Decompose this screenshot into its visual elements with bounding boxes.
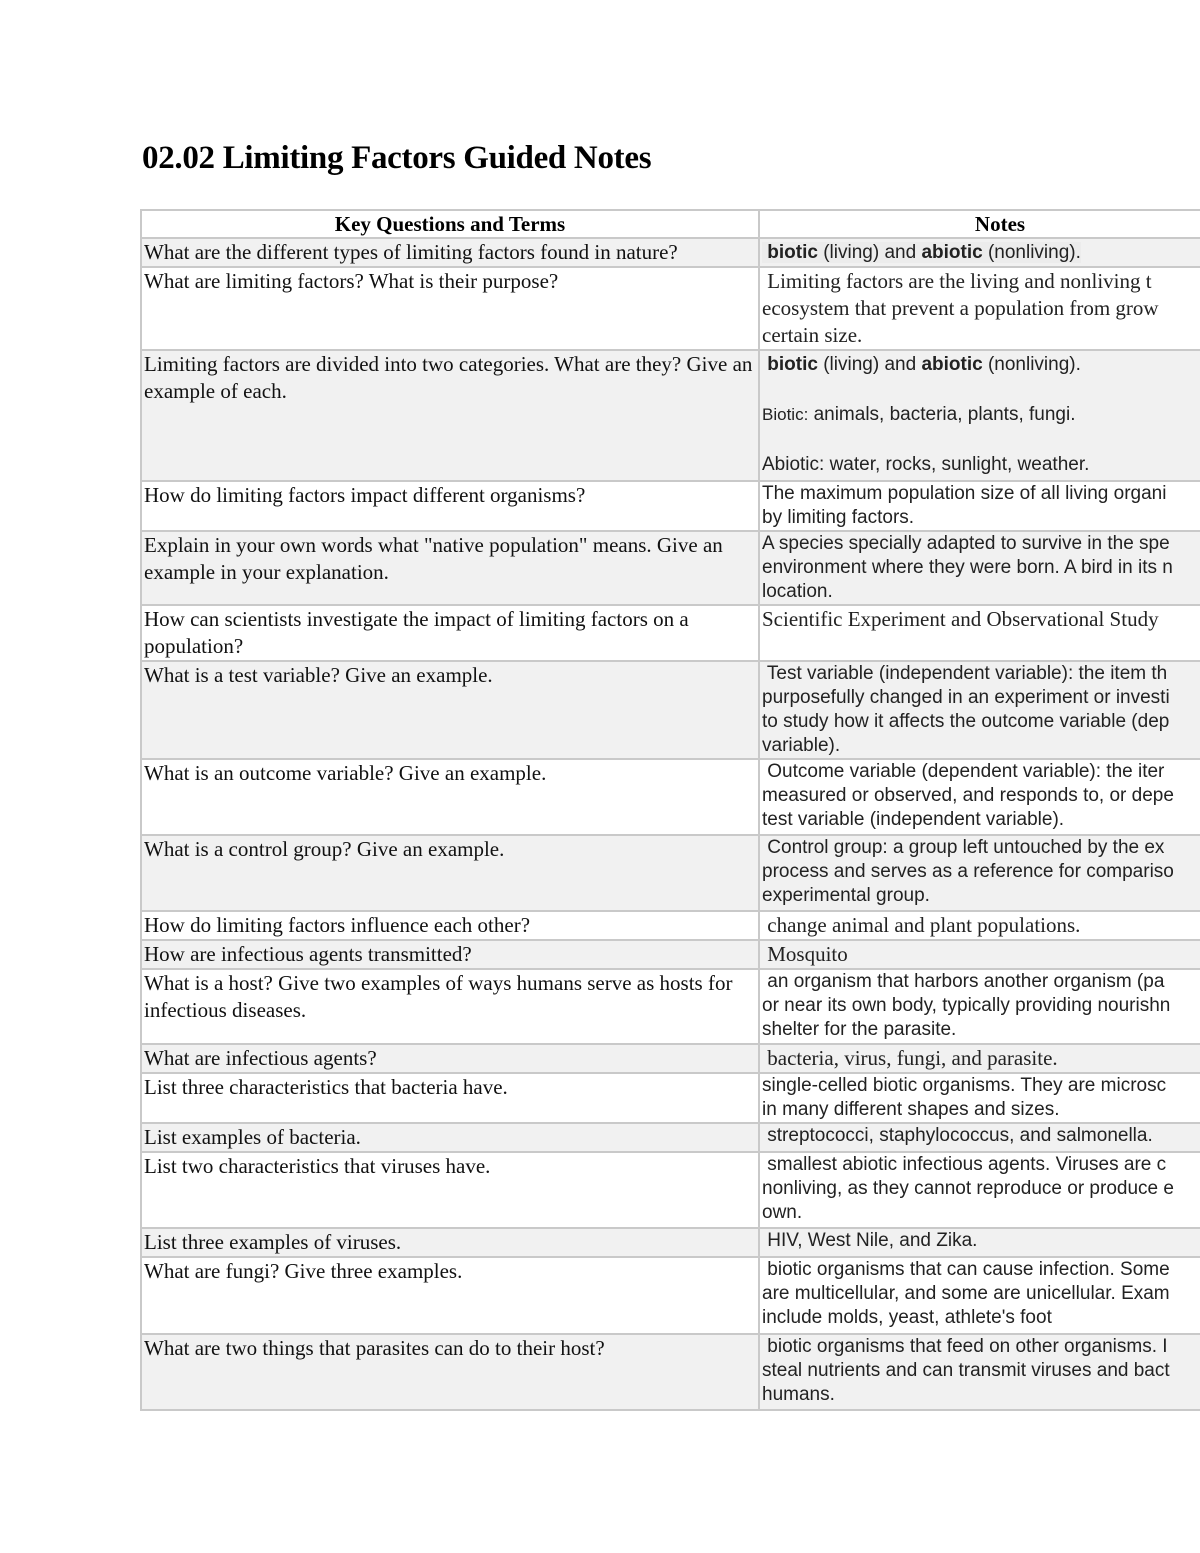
- question-line: What are infectious agents?: [144, 1046, 377, 1070]
- question-cell: [141, 531, 759, 605]
- notes-line: streptococci, staphylococcus, and salmonella.: [762, 1125, 1153, 1146]
- question-cell: [141, 1334, 759, 1410]
- notes-line: ecosystem that prevent a population from grow: [762, 296, 1159, 320]
- page-title: 02.02 Limiting Factors Guided Notes: [142, 140, 652, 176]
- notes-cell: [759, 1044, 1200, 1073]
- notes-cell: [759, 1334, 1200, 1410]
- question-line: How are infectious agents transmitted?: [144, 942, 472, 966]
- notes-line: HIV, West Nile, and Zika.: [762, 1230, 978, 1251]
- question-cell: [141, 238, 759, 267]
- table-row: [141, 350, 1200, 481]
- notes-line: nonliving, as they cannot reproduce or produce e: [762, 1178, 1174, 1199]
- question-cell: [141, 481, 759, 531]
- notes-cell: [759, 1228, 1200, 1257]
- notes-text: (nonliving).: [982, 354, 1081, 375]
- question-line: Limiting factors are divided into two categories. What are they?: [144, 352, 682, 376]
- notes-cell: [759, 238, 1200, 267]
- notes-cell: [759, 759, 1200, 835]
- question-line: What is a control group? Give an example.: [144, 837, 505, 861]
- notes-text: (living) and: [817, 354, 922, 375]
- table-row: [141, 911, 1200, 940]
- notes-line: humans.: [762, 1384, 835, 1405]
- table-row: [141, 759, 1200, 835]
- notes-line: shelter for the parasite.: [762, 1019, 957, 1040]
- table-row: [141, 1044, 1200, 1073]
- notes-cell: [759, 940, 1200, 969]
- question-line: List three examples of viruses.: [144, 1230, 402, 1254]
- notes-line: location.: [762, 581, 833, 602]
- notes-line: by limiting factors.: [762, 507, 915, 528]
- notes-line: Limiting factors are the living and nonliving t: [762, 269, 1152, 293]
- question-cell: [141, 1123, 759, 1152]
- question-line: What are the different types of limiting factors found in nature?: [144, 240, 678, 264]
- table-row: [141, 661, 1200, 759]
- notes-line: A species specially adapted to survive in the spe: [762, 533, 1170, 554]
- notes-line: biotic organisms that can cause infection. Some: [762, 1259, 1170, 1280]
- notes-text: animals, bacteria, plants, fungi.: [808, 404, 1076, 425]
- table-row: [141, 481, 1200, 531]
- question-cell: [141, 1152, 759, 1228]
- notes-line: biotic organisms that feed on other organisms. I: [762, 1336, 1168, 1357]
- notes-cell: [759, 661, 1200, 759]
- notes-bold-term: abiotic: [921, 242, 983, 263]
- table-header-row: [141, 210, 1200, 238]
- table-row: [141, 1228, 1200, 1257]
- notes-line: Abiotic: water, rocks, sunlight, weather.: [762, 454, 1090, 475]
- question-cell: [141, 605, 759, 661]
- question-line: population?: [144, 634, 244, 658]
- question-line: What are fungi? Give three examples.: [144, 1259, 463, 1283]
- notes-line: experimental group.: [762, 885, 930, 906]
- notes-line: Control group: a group left untouched by the ex: [762, 837, 1165, 858]
- notes-line: Mosquito: [762, 942, 848, 966]
- question-cell: [141, 1257, 759, 1334]
- question-line: How can scientists investigate the impact of limiting factors on a: [144, 607, 689, 631]
- notes-line: test variable (independent variable).: [762, 809, 1065, 830]
- notes-line: The maximum population size of all living organi: [762, 483, 1167, 504]
- question-cell: [141, 350, 759, 481]
- notes-line: process and serves as a reference for compariso: [762, 861, 1174, 882]
- notes-text: (nonliving).: [982, 242, 1081, 263]
- notes-bold-term: biotic: [767, 242, 818, 263]
- table-row: [141, 531, 1200, 605]
- notes-line: smallest abiotic infectious agents. Viruses are c: [762, 1154, 1167, 1175]
- notes-line: bacteria, virus, fungi, and parasite.: [762, 1046, 1058, 1070]
- header-notes: Notes: [759, 210, 1200, 238]
- header-key-questions: Key Questions and Terms: [141, 210, 759, 238]
- question-cell: [141, 1073, 759, 1123]
- notes-cell: [759, 1257, 1200, 1334]
- notes-line: variable).: [762, 735, 841, 756]
- table-row: [141, 940, 1200, 969]
- notes-cell: [759, 1073, 1200, 1123]
- question-line: What is a test variable? Give an example.: [144, 663, 493, 687]
- question-cell: [141, 1228, 759, 1257]
- table-row: [141, 605, 1200, 661]
- notes-line: steal nutrients and can transmit viruses and bact: [762, 1360, 1170, 1381]
- notes-cell: [759, 1123, 1200, 1152]
- question-line: What are limiting factors? What is their purpose?: [144, 269, 559, 293]
- table-row: [141, 1257, 1200, 1334]
- notes-line: single-celled biotic organisms. They are microsc: [762, 1075, 1167, 1096]
- notes-bold-term: biotic: [767, 354, 818, 375]
- biotic-label: Biotic:: [762, 405, 809, 424]
- question-line: Give an example in your explanation.: [144, 533, 723, 584]
- table-row: [141, 1152, 1200, 1228]
- question-cell: [141, 911, 759, 940]
- notes-cell: [759, 911, 1200, 940]
- question-line: Give an example of each.: [144, 352, 753, 403]
- notes-line: to study how it affects the outcome variable (dep: [762, 711, 1170, 732]
- question-line: List two characteristics that viruses have.: [144, 1154, 491, 1178]
- question-cell: [141, 759, 759, 835]
- notes-cell: [759, 481, 1200, 531]
- question-cell: [141, 661, 759, 759]
- question-cell: [141, 1044, 759, 1073]
- table-row: [141, 1123, 1200, 1152]
- question-cell: [141, 267, 759, 350]
- notes-line: include molds, yeast, athlete's foot: [762, 1307, 1052, 1328]
- table-row: [141, 267, 1200, 350]
- notes-line: environment where they were born. A bird in its n: [762, 557, 1173, 578]
- table-row: [141, 238, 1200, 267]
- question-line: Explain in your own words what "native population" means.: [144, 533, 652, 557]
- notes-line: an organism that harbors another organism (pa: [762, 971, 1165, 992]
- notes-line: own.: [762, 1202, 803, 1223]
- question-line: What is an outcome variable? Give an example.: [144, 761, 547, 785]
- notes-line: Outcome variable (dependent variable): the iter: [762, 761, 1165, 782]
- notes-bold-term: abiotic: [921, 354, 983, 375]
- notes-line: certain size.: [762, 323, 863, 347]
- question-line: What are two things that parasites can do to their host?: [144, 1336, 605, 1360]
- question-cell: [141, 835, 759, 911]
- table-row: [141, 1073, 1200, 1123]
- notes-cell: [759, 267, 1200, 350]
- notes-cell: [759, 835, 1200, 911]
- notes-line: purposefully changed in an experiment or investi: [762, 687, 1170, 708]
- question-line: How do limiting factors impact different organisms?: [144, 483, 586, 507]
- notes-cell: [759, 1152, 1200, 1228]
- notes-line: are multicellular, and some are unicellular. Exam: [762, 1283, 1170, 1304]
- question-cell: [141, 969, 759, 1044]
- notes-line: in many different shapes and sizes.: [762, 1099, 1060, 1120]
- notes-line: Test variable (independent variable): the item th: [762, 663, 1168, 684]
- table-row: [141, 835, 1200, 911]
- question-line: How do limiting factors influence each other?: [144, 913, 531, 937]
- question-line: hosts for infectious diseases.: [144, 971, 733, 1022]
- question-cell: [141, 940, 759, 969]
- question-line: List examples of bacteria.: [144, 1125, 361, 1149]
- notes-cell: [759, 605, 1200, 661]
- notes-line: Scientific Experiment and Observational Study: [762, 607, 1159, 631]
- notes-cell: [759, 531, 1200, 605]
- notes-line: change animal and plant populations.: [762, 913, 1081, 937]
- question-line: List three characteristics that bacteria have.: [144, 1075, 508, 1099]
- notes-line: [762, 353, 1200, 377]
- table-row: [141, 969, 1200, 1044]
- table-row: [141, 1334, 1200, 1410]
- notes-line: or near its own body, typically providing nourishn: [762, 995, 1171, 1016]
- notes-line: [762, 403, 1200, 427]
- notes-cell: [759, 969, 1200, 1044]
- question-line: What is a host? Give two examples of ways humans serve as: [144, 971, 655, 995]
- notes-text: (living) and: [817, 242, 922, 263]
- guided-notes-table: [140, 209, 1200, 1411]
- guided-notes-table-wrapper: [140, 209, 1200, 1411]
- notes-cell: [759, 350, 1200, 481]
- notes-line: measured or observed, and responds to, or depe: [762, 785, 1174, 806]
